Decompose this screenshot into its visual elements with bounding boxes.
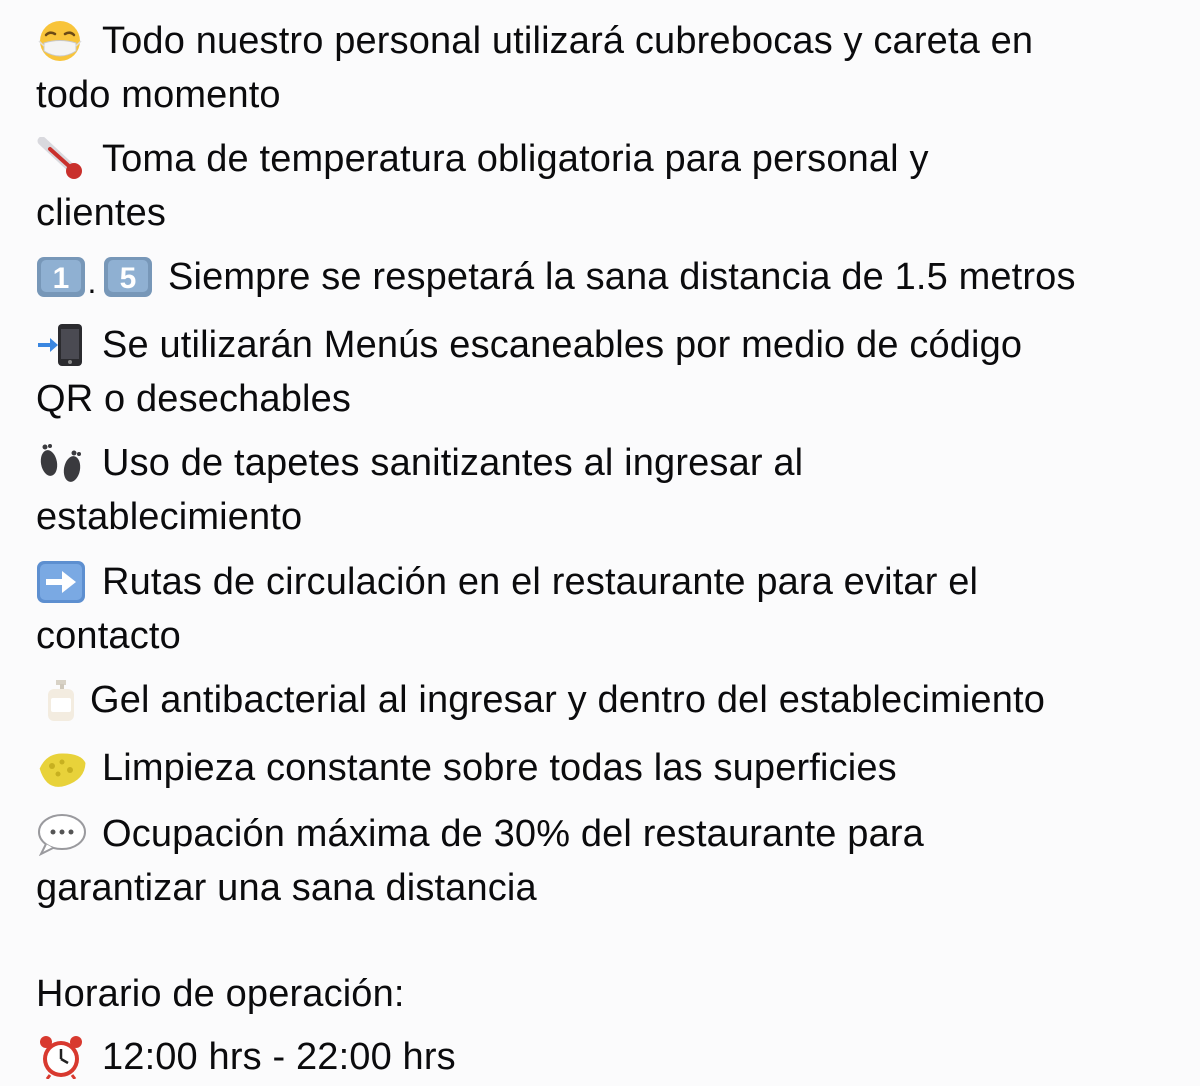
svg-text:.: .	[87, 264, 97, 299]
list-item-masks-cont: todo momento	[36, 74, 281, 116]
list-item-menus-cont: QR o desechables	[36, 378, 352, 420]
right-arrow-icon	[36, 560, 88, 600]
list-item-occupancy: Ocupación máxima de 30% del restaurante para	[36, 807, 924, 861]
list-item-distance: 1 . 5 Siempre se respetará la sana distancia de 1.5 metros	[36, 250, 1076, 304]
list-item-menus: Se utilizarán Menús escaneables por medio de código	[36, 318, 1022, 372]
schedule-heading: Horario de operación:	[36, 973, 405, 1015]
list-item-mats-cont: establecimiento	[36, 496, 303, 538]
list-item-routes: Rutas de circulación en el restaurante para evitar el	[36, 555, 978, 609]
list-item-temperature: Toma de temperatura obligatoria para personal y	[36, 132, 929, 186]
schedule-hours: 12:00 hrs - 22:00 hrs	[36, 1030, 456, 1084]
mobile-phone-arrow-icon	[36, 323, 88, 363]
lotion-bottle-icon	[36, 678, 80, 718]
list-item-gel: Gel antibacterial al ingresar y dentro del establecimiento	[36, 673, 1045, 727]
footprints-icon	[36, 441, 88, 481]
list-item-masks: Todo nuestro personal utilizará cubrebocas y careta en	[36, 14, 1033, 68]
face-with-medical-mask-icon	[36, 19, 88, 59]
list-item-mats: Uso de tapetes sanitizantes al ingresar al	[36, 436, 803, 490]
svg-text:1: 1	[52, 262, 70, 295]
list-item-cleaning: Limpieza constante sobre todas las superficies	[36, 741, 897, 795]
list-item-routes-cont: contacto	[36, 615, 181, 657]
alarm-clock-icon	[36, 1035, 88, 1075]
speech-balloon-icon	[36, 812, 88, 852]
svg-text:5: 5	[119, 262, 137, 295]
thermometer-icon	[36, 137, 88, 177]
list-item-occupancy-cont: garantizar una sana distancia	[36, 867, 537, 909]
keycap-1-dot-5-icon	[36, 255, 156, 299]
sponge-icon	[36, 746, 88, 786]
list-item-temperature-cont: clientes	[36, 192, 167, 234]
